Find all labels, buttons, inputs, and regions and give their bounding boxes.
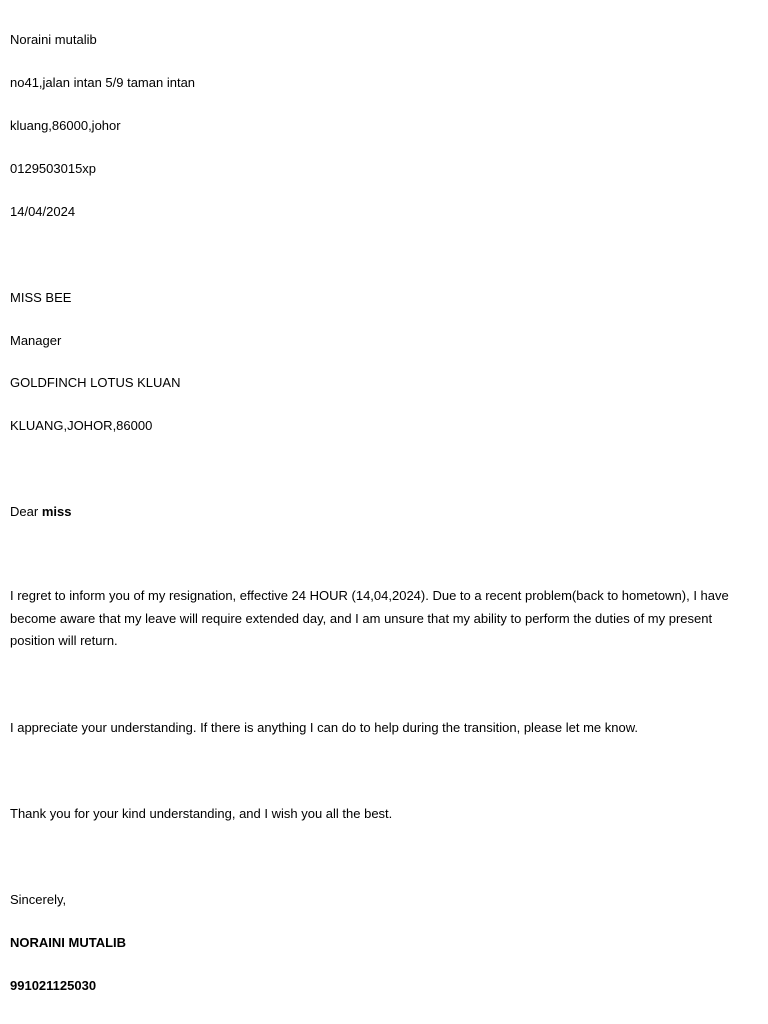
salutation-prefix: Dear <box>10 504 39 519</box>
recipient-company: GOLDFINCH LOTUS KLUAN <box>10 375 181 390</box>
recipient-address: KLUANG,JOHOR,86000 <box>10 418 153 433</box>
body-paragraph-1: I regret to inform you of my resignation, effective 24 HOUR (14,04,2024). Due to a recent problem(back to hometown), I have become aware that my leave will require extended day, and I am unsure that my ability to perform the duties of my present position will return. <box>10 588 729 649</box>
sender-phone: 0129503015xp <box>10 161 97 176</box>
salutation-name: miss <box>41 504 72 519</box>
id-number: 991021125030 <box>10 978 97 993</box>
recipient-title: Manager <box>10 333 62 348</box>
recipient-name: MISS BEE <box>10 290 72 305</box>
letter-date: 14/04/2024 <box>10 204 76 219</box>
sender-address-line1: no41,jalan intan 5/9 taman intan <box>10 75 196 90</box>
body-paragraph-2: I appreciate your understanding. If there is anything I can do to help during the transition, please let me know. <box>10 720 638 735</box>
signature-name: NORAINI MUTALIB <box>10 935 127 950</box>
valediction: Sincerely, <box>10 892 67 907</box>
sender-name: Noraini mutalib <box>10 32 97 47</box>
salutation <box>10 504 71 520</box>
sender-address-line2: kluang,86000,johor <box>10 118 121 133</box>
body-paragraph-3: Thank you for your kind understanding, and I wish you all the best. <box>10 806 393 821</box>
